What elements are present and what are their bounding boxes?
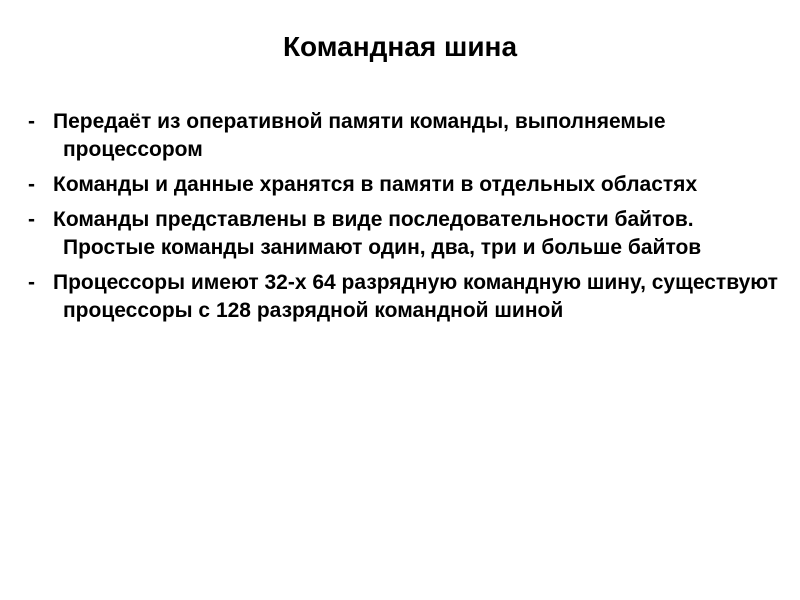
slide-title: Командная шина bbox=[282, 31, 518, 62]
bullet-text: Команды представлены в виде последовательности байтов. Простые команды занимают один, два, три и больше байтов bbox=[53, 208, 702, 259]
bullet-item bbox=[28, 171, 778, 199]
bullet-text: Команды и данные хранятся в памяти в отдельных областях bbox=[53, 173, 698, 196]
bullet-text: Процессоры имеют 32-х 64 разрядную командную шину, существуют процессоры с 128 разрядной командной шиной bbox=[53, 271, 778, 322]
bullet-marker: - bbox=[28, 271, 35, 294]
bullet-marker: - bbox=[28, 208, 35, 231]
bullet-marker: - bbox=[28, 110, 35, 133]
bullet-item bbox=[28, 206, 778, 262]
bullet-text: Передаёт из оперативной памяти команды, выполняемые процессором bbox=[53, 110, 666, 161]
bullet-list bbox=[28, 108, 778, 332]
bullet-marker: - bbox=[28, 173, 35, 196]
bullet-item bbox=[28, 269, 778, 325]
bullet-item bbox=[28, 108, 778, 164]
